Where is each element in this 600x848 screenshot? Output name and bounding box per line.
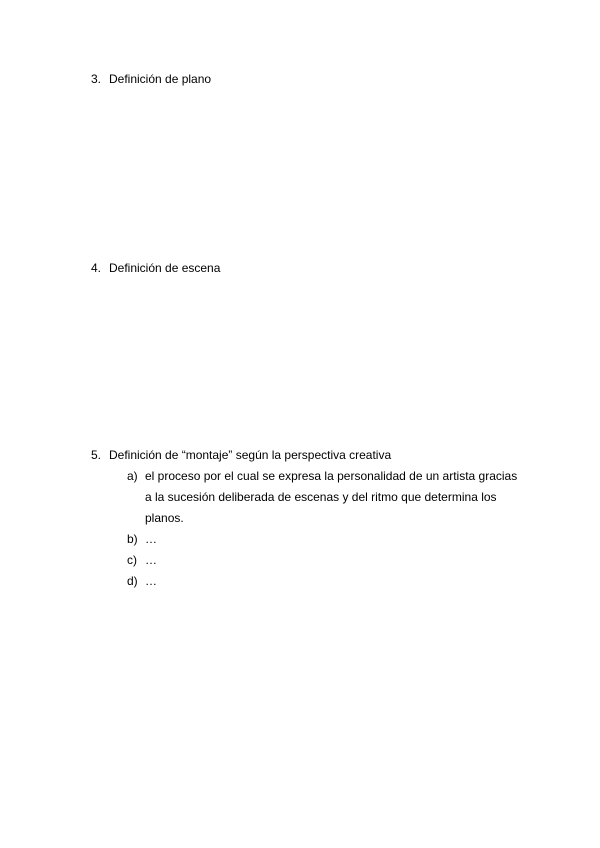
option-text-line: … (145, 532, 157, 546)
option-a (127, 469, 517, 483)
option-a-line-3: planos. (145, 511, 184, 525)
option-letter: d) (127, 574, 138, 588)
question-number: 5. (91, 448, 102, 462)
option-text-line: el proceso por el cual se expresa la personalidad de un artista gracias (145, 469, 518, 483)
option-text-line: … (145, 574, 157, 588)
question-5 (91, 448, 391, 462)
option-letter: b) (127, 532, 138, 546)
option-a-line-2: a la sucesión deliberada de escenas y del ritmo que determina los (145, 490, 497, 504)
question-text: Definición de “montaje” según la perspectiva creativa (109, 448, 392, 462)
option-c (127, 553, 157, 567)
option-b (127, 532, 157, 546)
option-letter: c) (127, 553, 137, 567)
option-text-line: … (145, 553, 157, 567)
question-number: 3. (91, 72, 102, 86)
option-d (127, 574, 157, 588)
question-text: Definición de plano (109, 72, 212, 86)
question-text: Definición de escena (109, 261, 221, 275)
question-4 (91, 261, 220, 275)
question-number: 4. (91, 261, 102, 275)
option-letter: a) (127, 469, 138, 483)
question-3 (91, 72, 211, 86)
